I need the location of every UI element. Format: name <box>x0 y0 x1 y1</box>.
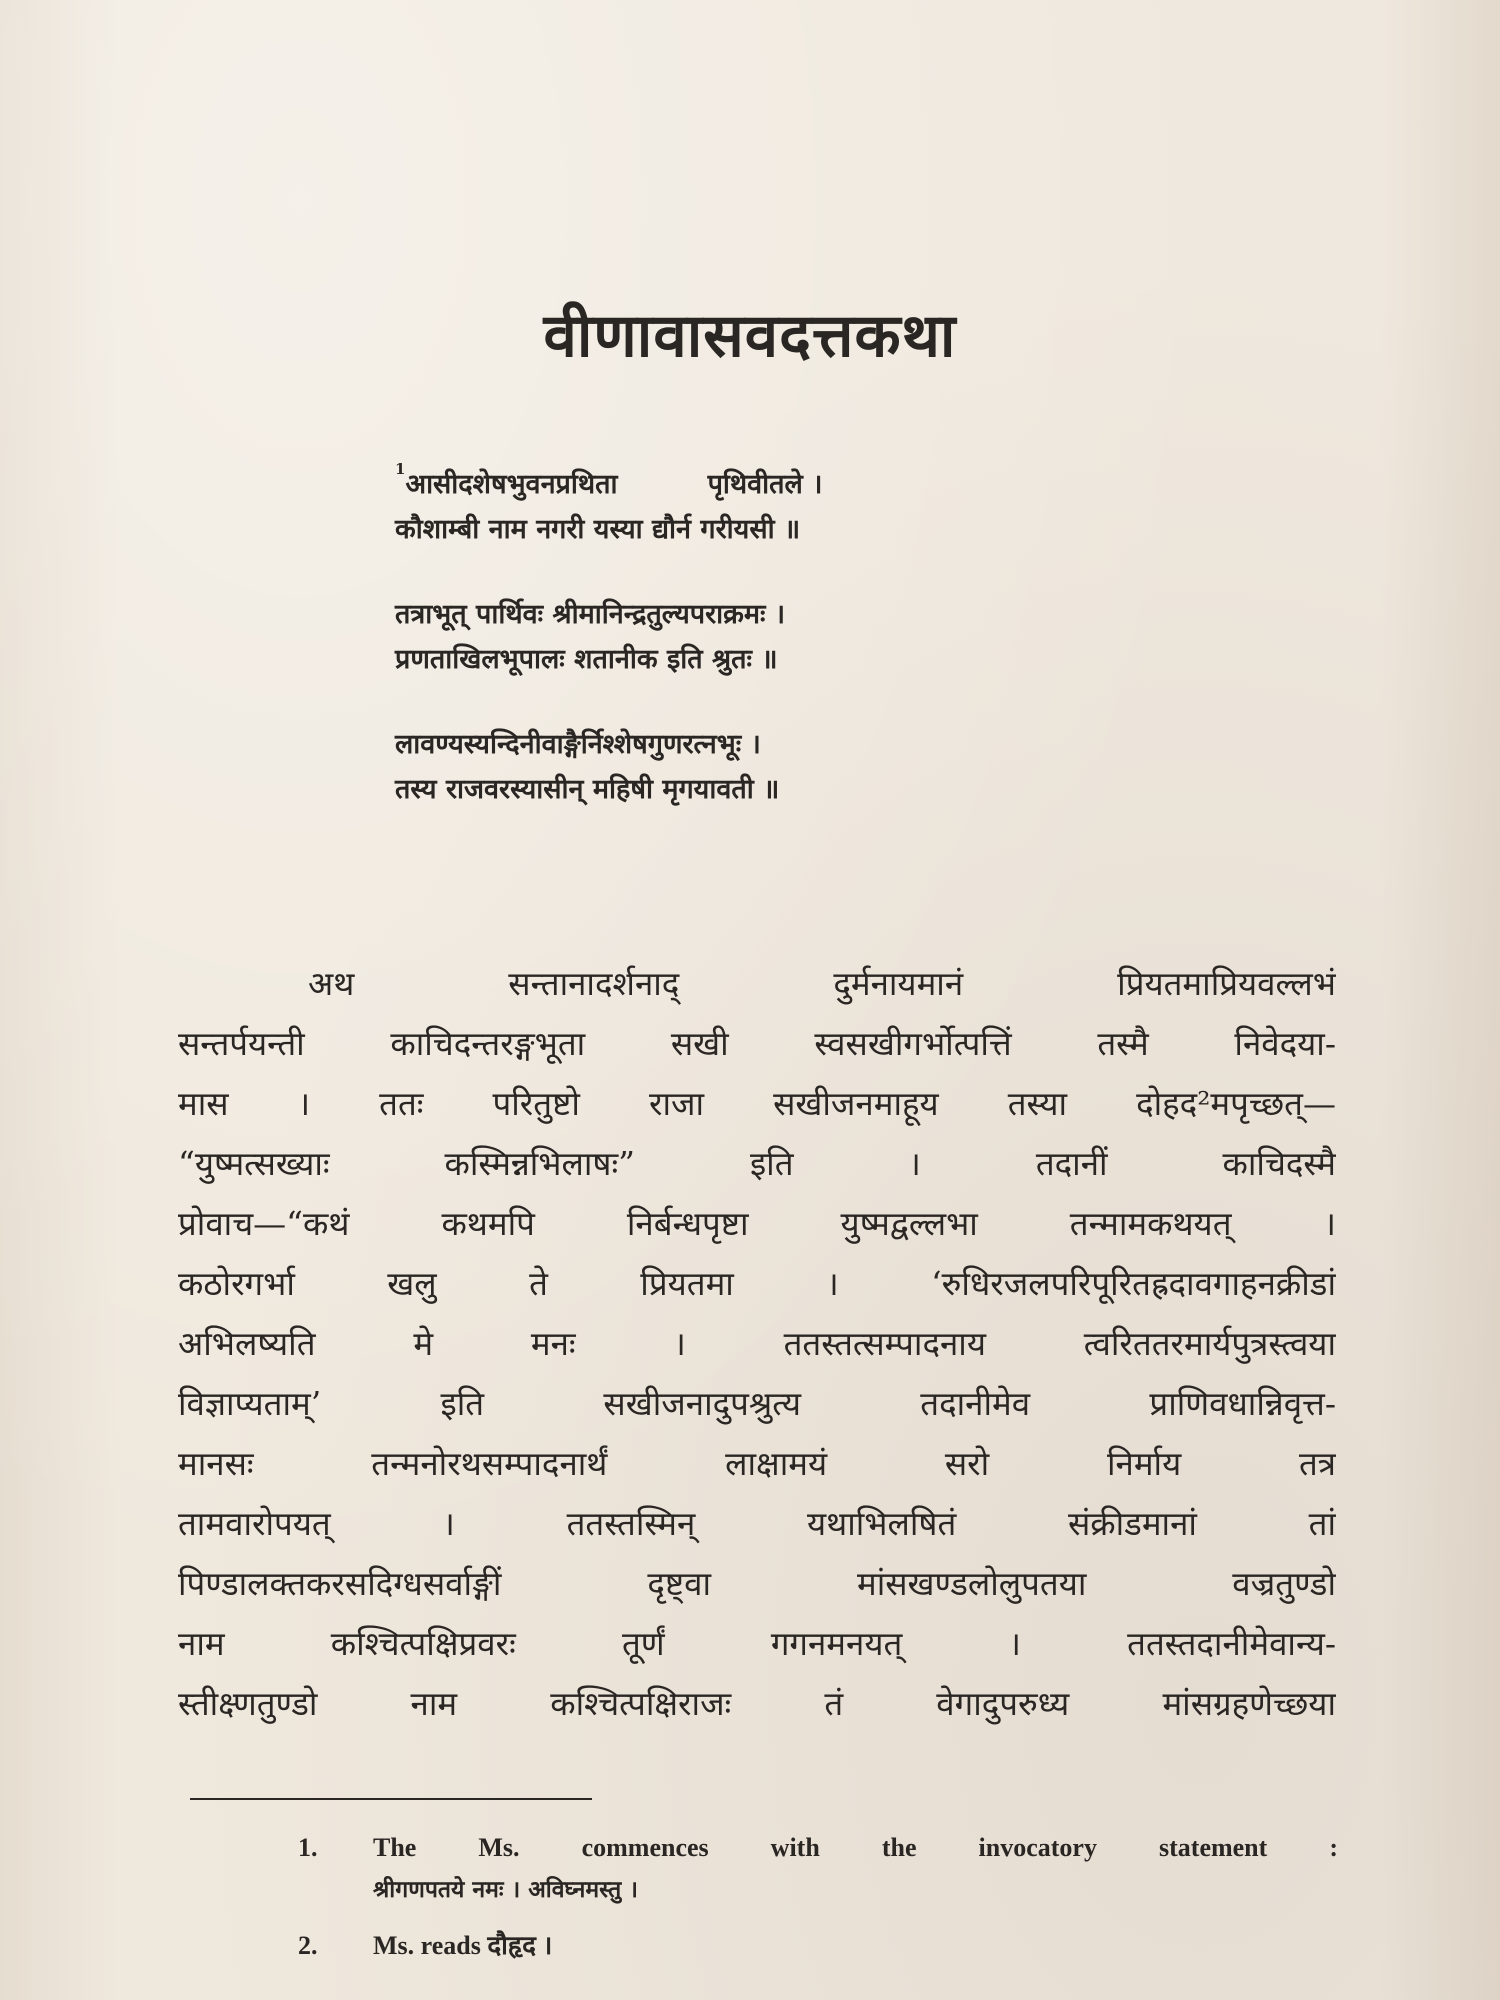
prose-line: मानसः तन्मनोरथसम्पादनार्थं लाक्षामयं सरो निर्माय तत्र <box>178 1444 1336 1483</box>
footnote-text: Ms. reads दौहृद । <box>373 1931 553 1960</box>
footnote-number: 1. <box>298 1833 318 1862</box>
footnote-number: 2. <box>298 1931 318 1960</box>
verse-1-line-2: कौशाम्बी नाम नगरी यस्या द्यौर्न गरीयसी ॥ <box>395 514 801 545</box>
footnote-divider <box>190 1798 592 1800</box>
prose-line: स्तीक्ष्णतुण्डो नाम कश्चित्पक्षिराजः तं वेगादुपरुध्य मांसग्रहणेच्छया <box>178 1684 1336 1723</box>
verse-1-line-1 <box>395 462 1075 507</box>
prose-line: “युष्मत्सख्याः कस्मिन्नभिलाषः” इति । तदानीं काचिदस्मै <box>178 1144 1336 1183</box>
prose-line: पिण्डालक्तकरसदिग्धसर्वाङ्गीं दृष्ट्वा मांसखण्डलोलुपतया वज्रतुण्डो <box>178 1564 1336 1603</box>
verse-1 <box>395 462 1075 552</box>
footnote-2 <box>298 1924 1338 1968</box>
footnote-1 <box>298 1826 1338 1910</box>
verse-3-line-1: लावण्यस्यन्दिनीवाङ्गैर्निश्शेषगुणरत्नभूः । <box>395 729 761 760</box>
footnote-text: The Ms. commences with the invocatory statement : <box>373 1833 1338 1862</box>
prose-line: मास । ततः परितुष्टो राजा सखीजनमाहूय तस्या दोहद²मपृच्छत्— <box>178 1084 1336 1123</box>
footnotes <box>298 1826 1338 1982</box>
prose-line: तामवारोपयत् । ततस्तस्मिन् यथाभिलषितं संक्रीडमानां तां <box>178 1504 1336 1543</box>
verse-2-line-2: प्रणताखिलभूपालः शतानीक इति श्रुतः ॥ <box>395 644 778 675</box>
verse-block <box>395 462 1075 852</box>
prose-paragraph <box>178 954 1336 1734</box>
prose-line: विज्ञाप्यताम्’ इति सखीजनादुपश्रुत्य तदानीमेव प्राणिवधान्निवृत्त- <box>178 1384 1336 1423</box>
verse-1-line-1-part-b: पृथिवीतले । <box>707 469 823 500</box>
prose-line: अथ सन्तानादर्शनाद् दुर्मनायमानं प्रियतमाप्रियवल्लभं <box>308 964 1336 1003</box>
prose-line: सन्तर्पयन्ती काचिदन्तरङ्गभूता सखी स्वसखीगर्भोत्पत्तिं तस्मै निवेदया- <box>178 1024 1336 1063</box>
footnote-marker: 1 <box>395 460 406 478</box>
page-title: वीणावासवदत्तकथा <box>543 301 957 371</box>
prose-line: अभिलष्यति मे मनः । ततस्तत्सम्पादनाय त्वरिततरमार्यपुत्रस्त्वया <box>178 1324 1336 1363</box>
verse-2 <box>395 592 1075 682</box>
verse-3-line-2: तस्य राजवरस्यासीन् महिषी मृगयावती ॥ <box>395 774 780 805</box>
prose-line: प्रोवाच—“कथं कथमपि निर्बन्धपृष्टा युष्मद्वल्लभा तन्मामकथयत् । <box>178 1204 1336 1243</box>
prose-line: नाम कश्चित्पक्षिप्रवरः तूर्णं गगनमनयत् । ततस्तदानीमेवान्य- <box>178 1624 1336 1663</box>
verse-2-line-1: तत्राभूत् पार्थिवः श्रीमानिन्द्रतुल्यपराक्रमः । <box>395 599 786 630</box>
footnote-sanskrit: श्रीगणपतये नमः । अविघ्नमस्तु । <box>373 1876 638 1903</box>
verse-3 <box>395 722 1075 812</box>
prose-line: कठोरगर्भा खलु ते प्रियतमा । ‘रुधिरजलपरिपूरितह्रदावगाहनक्रीडां <box>178 1264 1336 1303</box>
verse-1-line-1-part-a: आसीदशेषभुवनप्रथिता <box>405 469 618 500</box>
